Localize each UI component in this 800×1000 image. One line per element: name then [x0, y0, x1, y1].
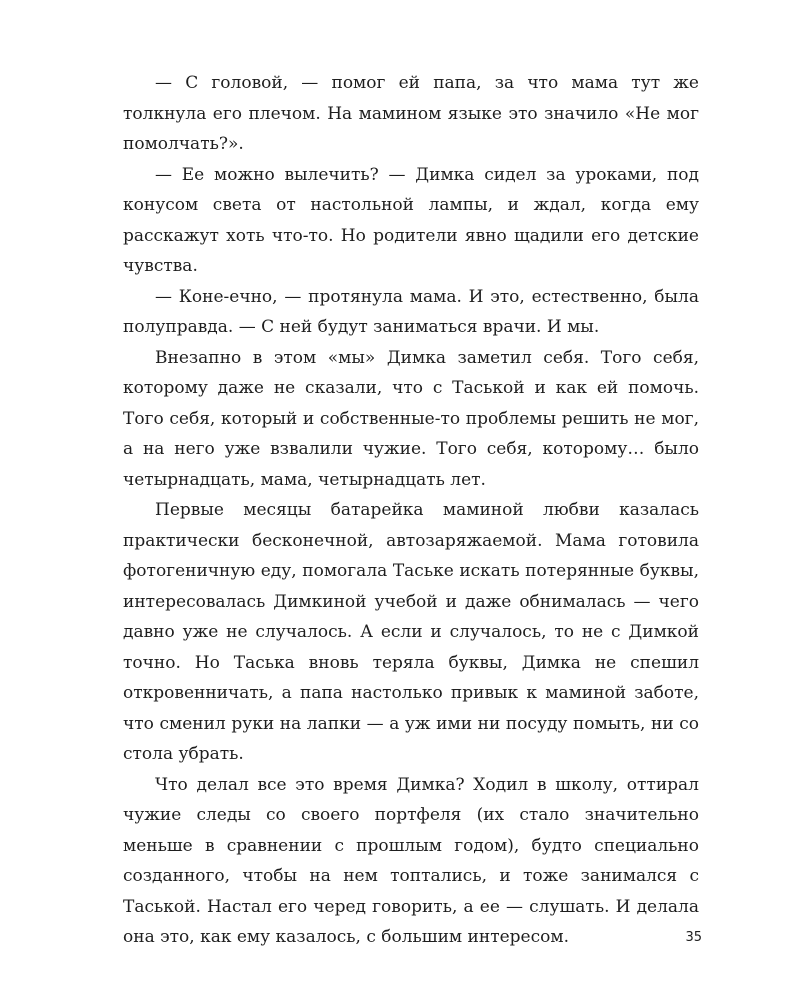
paragraph-5: Первые месяцы батарейка маминой любви казалась практически бесконечной, автозаряжаемой. Мама готовила фотогеничную еду, помогала Таське искать потерянные буквы, интересовалась Димкиной учебой и даже обнималась — чего давно уже не случалось. А если и случалось, то не с Димкой точно. Но Таська вновь теряла буквы, Димка не спешил откровенничать, а папа настолько привык к маминой заботе, что сменил руки на лапки — а уж ими ни посуду помыть, ни со стола убрать.: [123, 500, 699, 764]
page-number: 35: [685, 930, 702, 945]
paragraph-6: Что делал все это время Димка? Ходил в школу, оттирал чужие следы со своего портфеля (их стало значительно меньше в сравнении с прошлым годом), будто специально созданного, чтобы на нем топтались, и тоже занимался с Таськой. Настал его черед говорить, а ее — слушать. И делала она это, как ему казалось, с большим интересом.: [123, 774, 699, 947]
paragraph-3: — Коне-ечно, — протянула мама. И это, естественно, была полуправда. — С ней будут заниматься врачи. И мы.: [123, 286, 699, 337]
paragraph-4: Внезапно в этом «мы» Димка заметил себя. Того себя, которому даже не сказали, что с Таськой и как ей помочь. Того себя, который и собственные-то проблемы решить не мог, а на него уже взвалили чужие. Того себя, которому… было четырнадцать, мама, четырнадцать лет.: [123, 347, 699, 490]
paragraph-1: — С головой, — помог ей папа, за что мама тут же толкнула его плечом. На мамином языке это значило «Не мог помолчать?».: [123, 73, 699, 154]
page-body: [123, 68, 699, 953]
paragraph-2: — Ее можно вылечить? — Димка сидел за уроками, под конусом света от настольной лампы, и ждал, когда ему расскажут хоть что-то. Но родители явно щадили его детские чувства.: [123, 164, 699, 276]
